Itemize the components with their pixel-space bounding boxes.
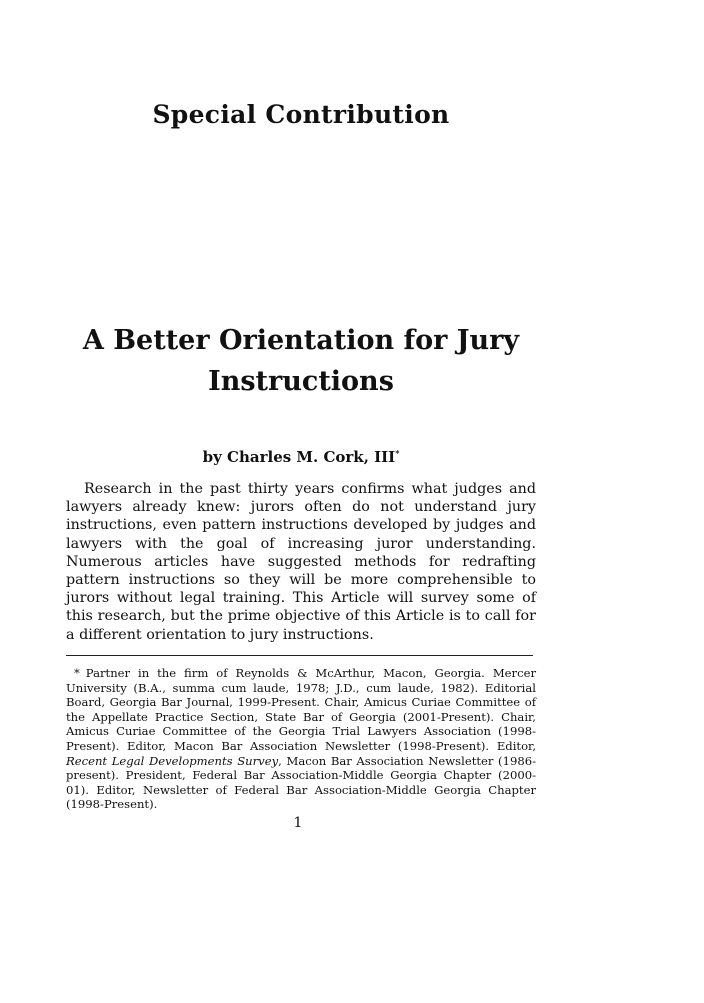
author-name: by Charles M. Cork, III (202, 448, 396, 466)
author-footnote (66, 666, 536, 812)
footnote-text-end: , Macon Bar Association Newsletter (1986-present). President, Federal Bar Association-Middle Georgia Chapter (2000-01). Editor, Newsletter of Federal Bar Association-Middle Georgia Chapter (1998-Present). (66, 753, 537, 812)
footnote-divider (66, 655, 533, 656)
author-footnote-marker: * (395, 448, 400, 458)
footnote-italic-title: Recent Legal Developments Survey (66, 753, 279, 768)
byline (66, 448, 536, 466)
footnote-text-start: Partner in the firm of Reynolds & McArthur, Macon, Georgia. Mercer University (B.A., summa cum laude, 1978; J.D., cum laude, 1982). Editorial Board, Georgia Bar Journal, 1999-Present. Chair, Amicus Curiae Committee of the Appellate Practice Section, State Bar of Georgia (2001-Present). Chair, Amicus Curiae Committee of the Georgia Trial Lawyers Association (1998-Present). Editor, Macon Bar Association Newsletter (1998-Present). Editor, (66, 666, 536, 753)
article-title: A Better Orientation for Jury Instructions (82, 325, 520, 397)
footnote-marker: * (74, 666, 80, 680)
section-heading: Special Contribution (152, 100, 450, 129)
page-number: 1 (293, 815, 303, 831)
abstract-paragraph: Research in the past thirty years confirms what judges and lawyers already knew: jurors often do not understand jury instructions, even pattern instructions developed by judges and lawyers with the goal of increasing juror understanding. Numerous articles have suggested methods for redrafting pattern instructions so they will be more comprehensible to jurors without legal training. This Article will survey some of this research, but the prime objective of this Article is to call for a different orientation to jury instructions. (66, 481, 536, 643)
